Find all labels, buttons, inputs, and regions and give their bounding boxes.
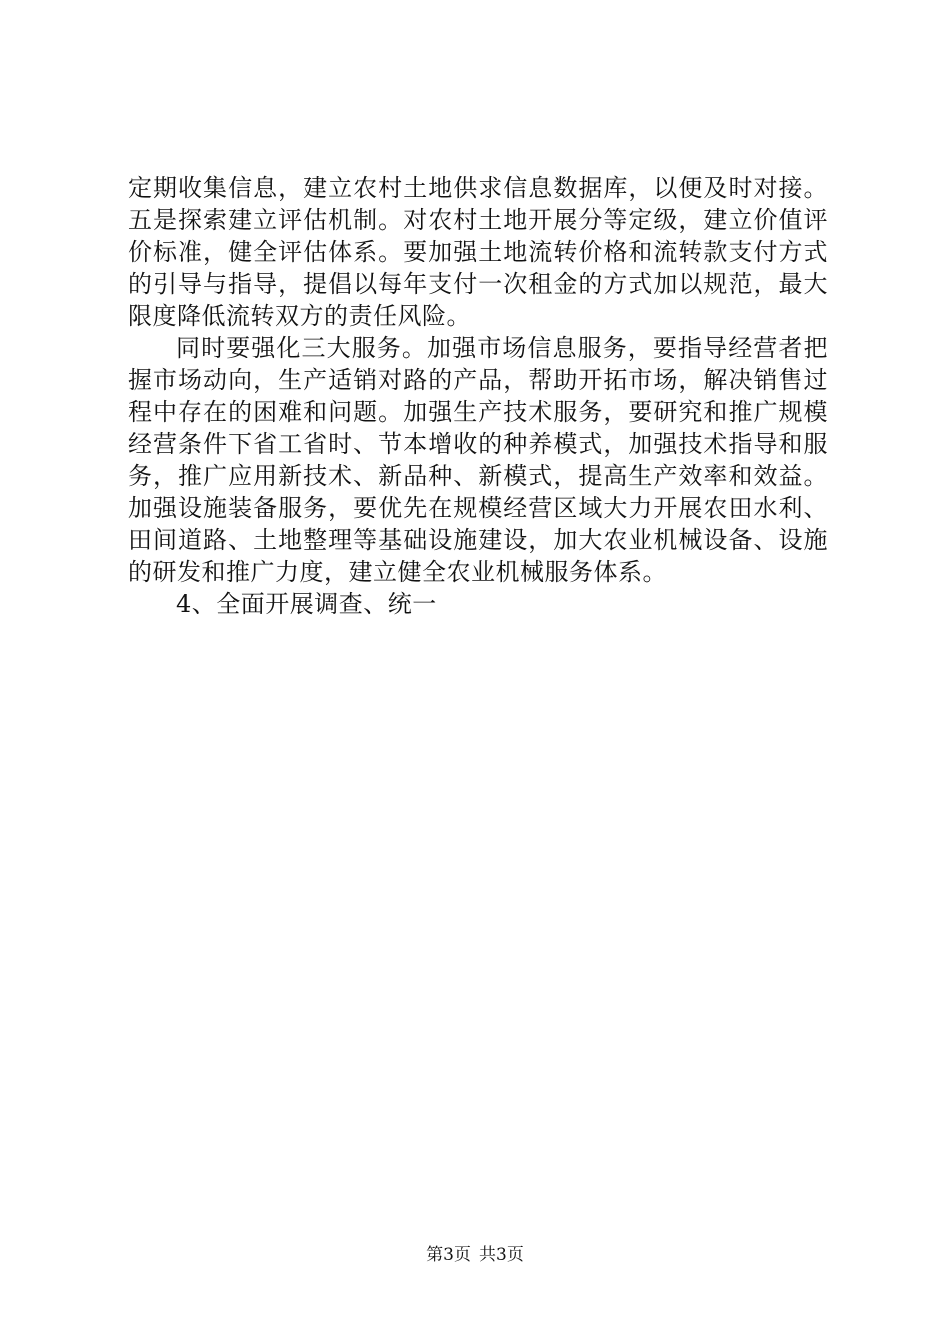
page-number: 第3页 [426,1245,471,1265]
document-body [128,172,828,620]
page-footer [0,1244,950,1266]
paragraph-survey-heading: 4、全面开展调查、统一 [176,590,437,618]
page-total: 共3页 [479,1245,524,1265]
paragraph-three-services: 同时要强化三大服务。加强市场信息服务，要指导经营者把握市场动向，生产适销对路的产品，帮助开拓市场，解决销售过程中存在的困难和问题。加强生产技术服务，要研究和推广规模经营条件下省工省时、节本增收的种养模式，加强技术指导和服务，推广应用新技术、新品种、新模式，提高生产效率和效益。加强设施装备服务，要优先在规模经营区域大力开展农田水利、田间道路、土地整理等基础设施建设，加大农业机械设备、设施的研发和推广力度，建立健全农业机械服务体系。 [128,334,828,586]
paragraph-land-info: 定期收集信息，建立农村土地供求信息数据库，以便及时对接。五是探索建立评估机制。对农村土地开展分等定级，建立价值评价标准，健全评估体系。要加强土地流转价格和流转款支付方式的引导与指导，提倡以每年支付一次租金的方式加以规范，最大限度降低流转双方的责任风险。 [128,174,828,330]
